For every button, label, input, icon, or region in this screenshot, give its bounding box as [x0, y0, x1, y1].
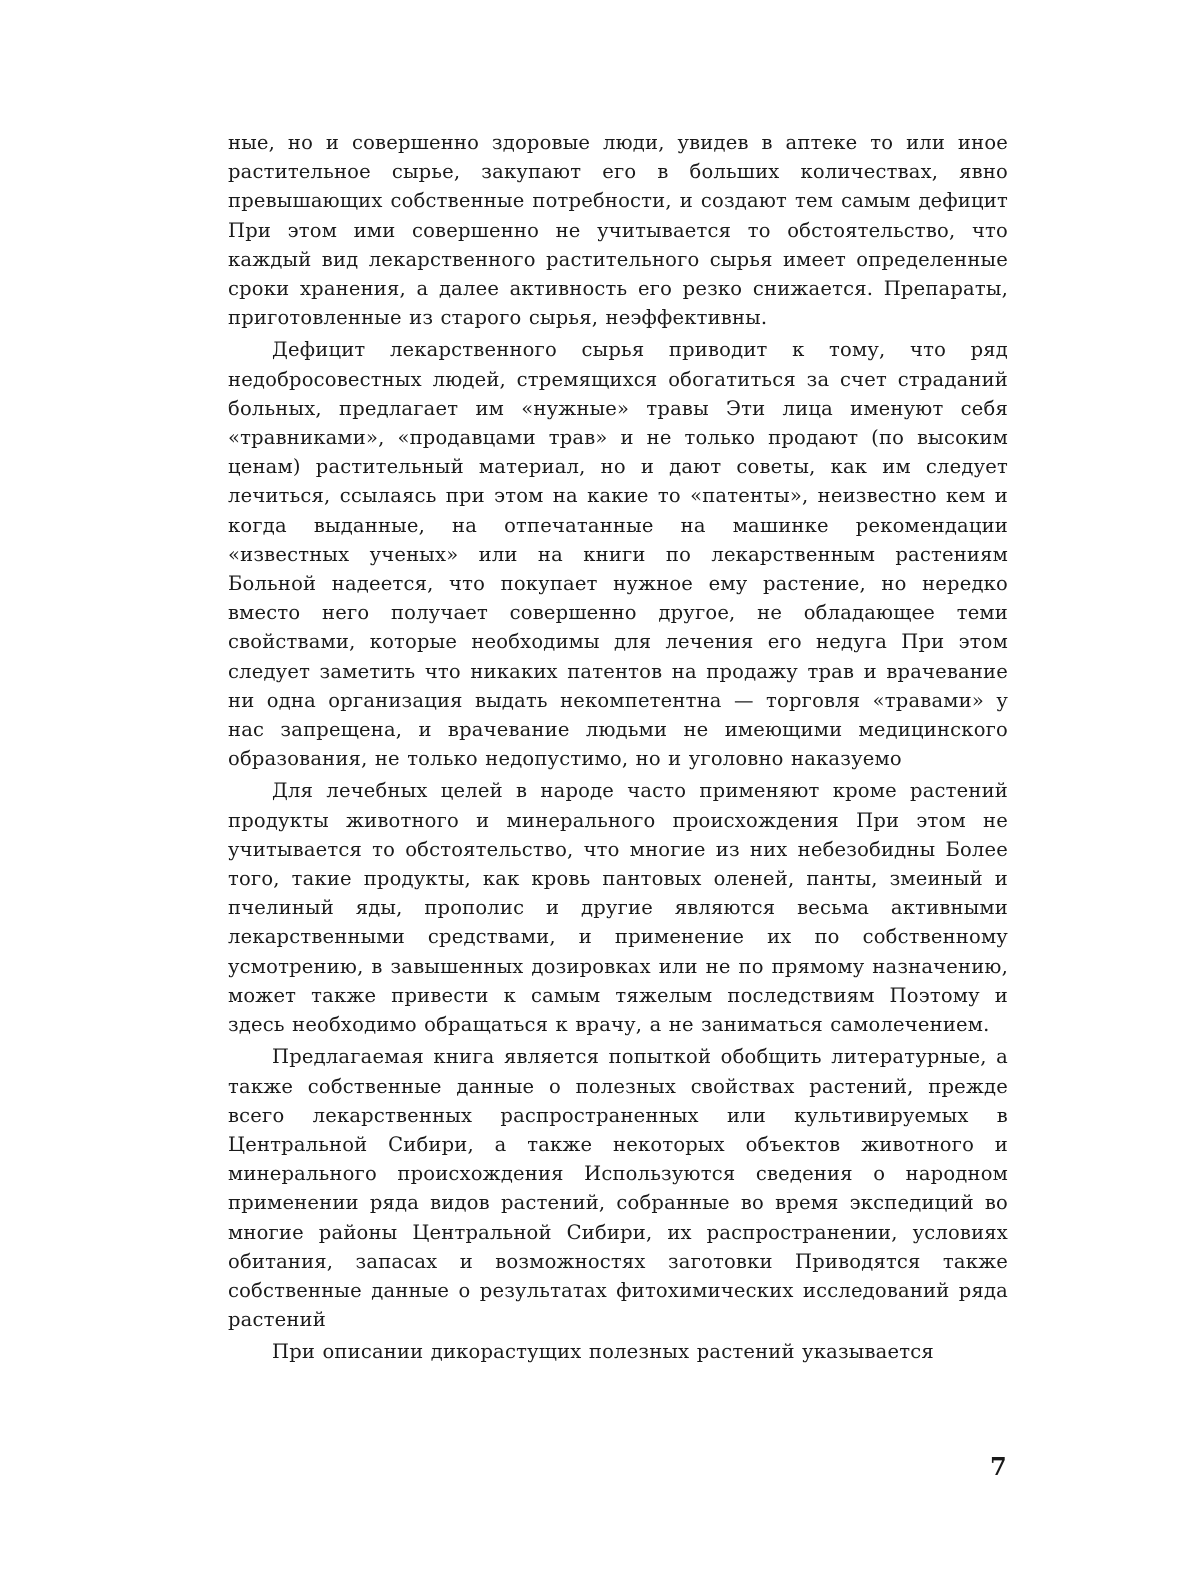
- paragraph-3: Для лечебных целей в народе часто применяют кроме растений продукты животного и минерального происхождения При этом не учитывается то обстоятельство, что многие из них небезобидны Более того, такие продукты, как кровь пантовых оленей, панты, змеиный и пчелиный яды, прополис и другие являются весьма активными лекарственными средствами, и применение их по собственному усмотрению, в завышенных дозировках или не по прямому назначению, может также привести к самым тяжелым последствиям Поэтому и здесь необходимо обращаться к врачу, а не заниматься самолечением.: [228, 779, 1008, 1037]
- document-page: [228, 128, 1008, 1370]
- paragraph-5: При описании дикорастущих полезных растений указывается: [272, 1340, 934, 1364]
- paragraph-4: Предлагаемая книга является попыткой обобщить литературные, а также собственные данные о полезных свойствах растений, прежде всего лекарственных распространенных или культивируемых в Центральной Сибири, а также некоторых объектов животного и минерального происхождения Используются сведения о народном применении ряда видов растений, собранные во время экспедиций во многие районы Центральной Сибири, их распространении, условиях обитания, запасах и возможностях заготовки Приводятся также собственные данные о результатах фитохимических исследований ряда растений: [228, 1045, 1008, 1332]
- page-number: 7: [990, 1452, 1007, 1481]
- paragraph-1: ные, но и совершенно здоровые люди, увидев в аптеке то или иное растительное сырье, закупают его в больших количествах, явно превышающих собственные потребности, и создают тем самым дефицит При этом ими совершенно не учитывается то обстоятельство, что каждый вид лекарственного растительного сырья имеет определенные сроки хранения, а далее активность его резко снижается. Препараты, приготовленные из старого сырья, неэффективны.: [228, 131, 1008, 330]
- paragraph-2: Дефицит лекарственного сырья приводит к тому, что ряд недобросовестных людей, стремящихся обогатиться за счет страданий больных, предлагает им «нужные» травы Эти лица именуют себя «травниками», «продавцами трав» и не только продают (по высоким ценам) растительный материал, но и дают советы, как им следует лечиться, ссылаясь при этом на какие то «патенты», неизвестно кем и когда выданные, на отпечатанные на машинке рекомендации «известных ученых» или на книги по лекарственным растениям Больной надеется, что покупает нужное ему растение, но нередко вместо него получает совершенно другое, не обладающее теми свойствами, которые необходимы для лечения его недуга При этом следует заметить что никаких патентов на продажу трав и врачевание ни одна организация выдать некомпетентна — торговля «травами» у нас запрещена, и врачевание людьми не имеющими медицинского образования, не только недопустимо, но и уголовно наказуемо: [228, 338, 1008, 771]
